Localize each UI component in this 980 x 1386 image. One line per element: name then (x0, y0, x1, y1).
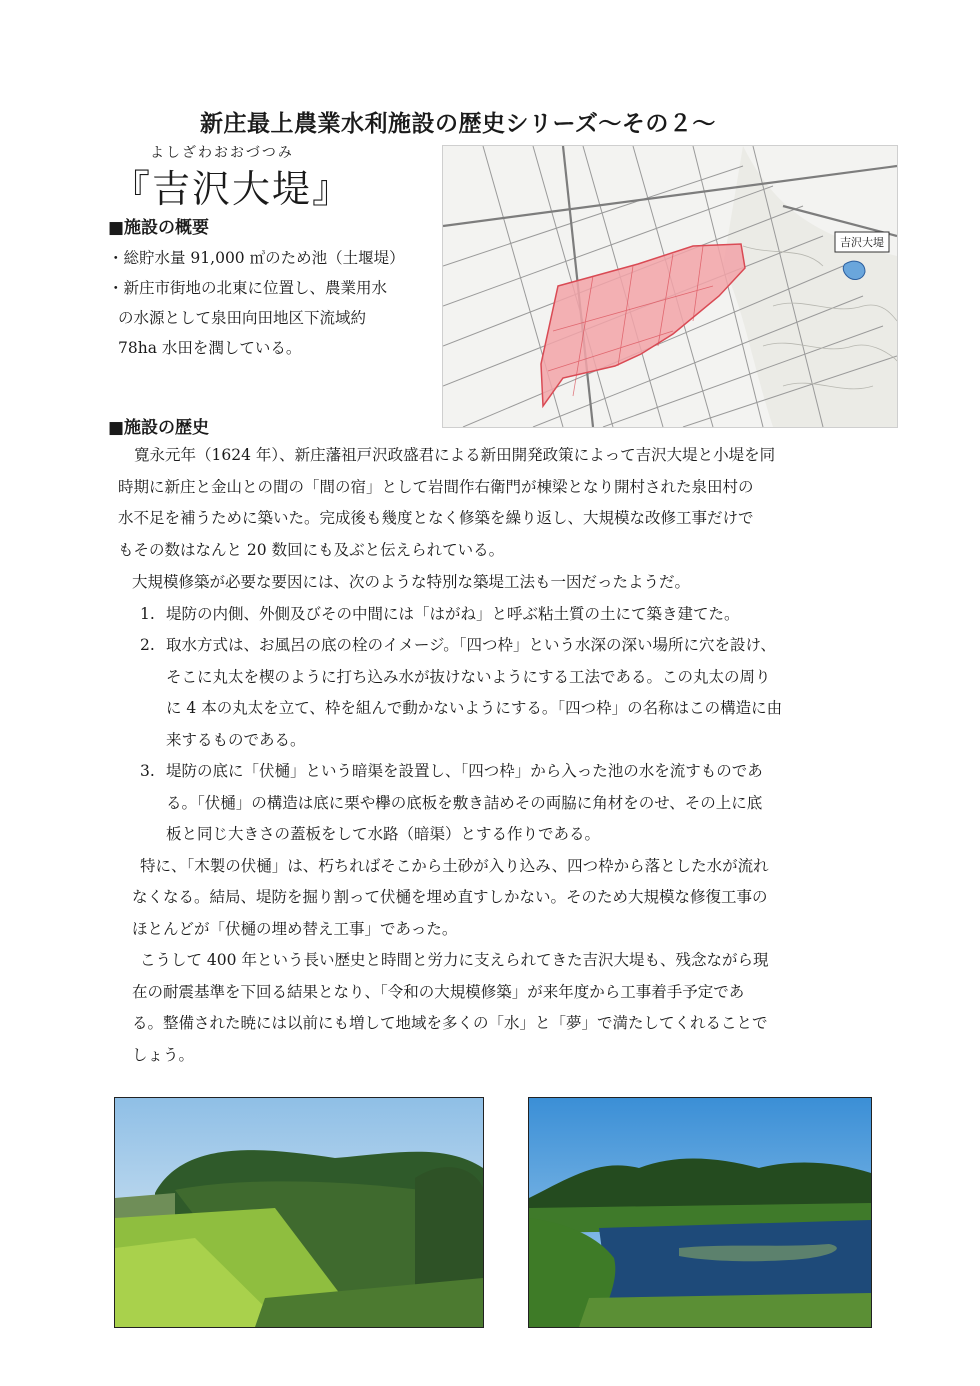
page-title: 新庄最上農業水利施設の歴史シリーズ〜その２〜 (200, 111, 716, 137)
history-heading: ■施設の歴史 (108, 418, 210, 438)
list-item-text: 堤防の内側、外側及びその中間には「はがね」と呼ぶ粘土質の土にて築き建てた。 (166, 604, 740, 623)
list-item-text: 取水方式は、お風呂の底の栓のイメージ。「四つ枠」という水深の深い場所に穴を設け、 そこに丸太を楔のように打ち込み水が抜けないようにする工法である。この丸太の周り に 4 本の丸太を立て、枠を組んで動かないようにする。「四つ枠」の名称はこの構造に由 来するものである。 (166, 636, 783, 749)
overview-bullet: ・総貯水量 91,000 ㎥のため池（土堰堤） (108, 249, 405, 267)
reservoir-pond-photo (528, 1097, 872, 1328)
overview-heading: ■施設の概要 (108, 218, 210, 238)
map-label: 吉沢大堤 (840, 236, 884, 249)
overview-bullet: 78ha 水田を潤している。 (118, 339, 302, 357)
location-map (442, 145, 898, 428)
list-item (140, 756, 888, 851)
history-paragraph-2: 大規模修築が必要な要因には、次のような特別な築堤工法も一因だったようだ。 (132, 573, 691, 591)
list-item (140, 599, 888, 631)
list-item-text: 堤防の底に「伏樋」という暗渠を設置し、「四つ枠」から入った池の水を流すものであ る。「伏樋」の構造は底に栗や欅の底板を敷き詰めその両脇に角材をのせ、その上に底 板と同じ大きさの蓋板をして水路（暗渠）とする作りである。 (166, 762, 763, 843)
dam-embankment-photo (114, 1097, 484, 1328)
location-map-drawing (443, 146, 897, 427)
list-item-number: 1. (140, 604, 155, 623)
construction-method-list (118, 599, 888, 851)
list-item-number: 3. (140, 762, 155, 780)
list-item-number: 2. (140, 636, 155, 654)
overview-bullet: の水源として泉田向田地区下流域約 (118, 309, 367, 327)
overview-list (108, 243, 405, 363)
facility-name: 『吉沢大堤』 (112, 167, 353, 211)
history-paragraph-4: こうして 400 年という長い歴史と時間と労力に支えられてきた吉沢大堤も、残念ながら現 在の耐震基準を下回る結果となり、「令和の大規模修築」が来年度から工事着手予定であ る。整備された暁には以前にも増して地域を多くの「水」と「夢」で満たしてくれることで しょう。 (132, 951, 769, 1064)
history-paragraph-3: 特に、「木製の伏樋」は、朽ちればそこから土砂が入り込み、四つ枠から落とした水が流れ なくなる。結局、堤防を掘り割って伏樋を埋め直すしかない。そのため大規模な修復工事の ほとんどが「伏樋の埋め替え工事」であった。 (132, 856, 769, 938)
history-paragraph-1: 寛永元年（1624 年）、新庄藩祖戸沢政盛君による新田開発政策によって吉沢大堤と小堤を同 時期に新庄と金山との間の「間の宿」として岩間作右衛門が棟梁となり開村された泉田村の 水不足を補うために築いた。完成後も幾度となく修築を繰り返し、大規模な改修工事だけで もその数はなんと 20 数回にも及ぶと伝えられている。 (118, 446, 776, 559)
history-body (118, 440, 888, 1071)
facility-name-ruby: よしざわおおづつみ (150, 145, 294, 161)
overview-bullet: ・新庄市街地の北東に位置し、農業用水 (108, 279, 388, 297)
list-item (140, 630, 888, 756)
